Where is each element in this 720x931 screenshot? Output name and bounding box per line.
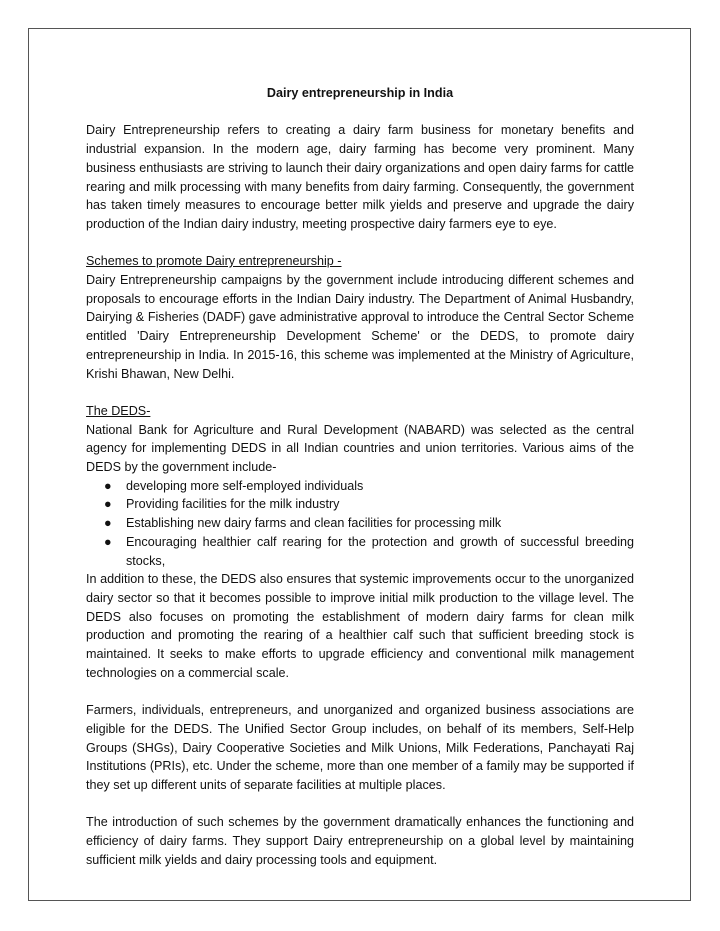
bullet-icon: ● bbox=[104, 534, 112, 549]
eligibility-paragraph: Farmers, individuals, entrepreneurs, and unorganized and organized business associations are eligible for the DEDS. The Unified Sector Group includes, on behalf of its members, Self-Help Groups (SHGs), Dairy Cooperative Societies and Milk Unions, Milk Federations, Panchayati Raj Institutions (PRIs), etc. Under the scheme, more than one member of a family may be supported if they set up different units of separate facilities at multiple places. bbox=[86, 703, 634, 792]
deds-intro-paragraph: National Bank for Agriculture and Rural Development (NABARD) was selected as the central agency for implementing DEDS in all Indian countries and union territories. Various aims of the DEDS by the government include- bbox=[86, 422, 634, 475]
document-title: Dairy entrepreneurship in India bbox=[266, 86, 454, 100]
bullet-icon: ● bbox=[104, 516, 112, 531]
list-item-text: Encouraging healthier calf rearing for the protection and growth of successful breeding stocks, bbox=[126, 534, 634, 568]
list-item-text: Establishing new dairy farms and clean facilities for processing milk bbox=[126, 516, 502, 531]
intro-paragraph: Dairy Entrepreneurship refers to creating a dairy farm business for monetary benefits and industrial expansion. In the modern age, dairy farming has become very prominent. Many business enthusiasts are striving to launch their dairy organizations and open dairy farms for cattle rearing and milk processing with many benefits from dairy farming. Consequently, the government has taken timely measures to encourage better milk yields and preserve and upgrade the dairy production of the Indian dairy industry, meeting prospective dairy farmers eye to eye. bbox=[86, 123, 634, 231]
bullet-icon: ● bbox=[104, 478, 112, 493]
deds-aims-list bbox=[86, 477, 634, 571]
list-item bbox=[86, 477, 634, 496]
schemes-paragraph: Dairy Entrepreneurship campaigns by the government include introducing different schemes and proposals to encourage efforts in the Indian Dairy industry. The Department of Animal Husbandry, Dairying & Fisheries (DADF) gave administrative approval to introduce the Central Sector Scheme entitled 'Dairy Entrepreneurship Development Scheme' or the DEDS, to promote dairy entrepreneurship in India. In 2015-16, this scheme was implemented at the Ministry of Agriculture, Krishi Bhawan, New Delhi. bbox=[86, 273, 634, 381]
paragraph-gap bbox=[86, 383, 634, 402]
document-body bbox=[86, 84, 634, 869]
paragraph-gap bbox=[86, 234, 634, 253]
bullet-icon: ● bbox=[104, 497, 112, 512]
list-item bbox=[86, 514, 634, 533]
list-item-text: developing more self-employed individuals bbox=[126, 478, 364, 493]
paragraph-gap bbox=[86, 795, 634, 814]
list-item bbox=[86, 533, 634, 570]
list-item bbox=[86, 495, 634, 514]
list-item-text: Providing facilities for the milk industry bbox=[126, 497, 340, 512]
conclusion-paragraph: The introduction of such schemes by the government dramatically enhances the functioning and efficiency of dairy farms. They support Dairy entrepreneurship on a global level by maintaining sufficient milk yields and dairy processing tools and equipment. bbox=[86, 815, 634, 867]
deds-heading: The DEDS- bbox=[86, 403, 151, 418]
deds-body-paragraph: In addition to these, the DEDS also ensures that systemic improvements occur to the unorganized dairy sector so that it becomes possible to improve initial milk production to the village level. The DEDS also focuses on promoting the establishment of modern dairy farms for clean milk production and promoting the rearing of a healthier calf such that sufficient breeding stock is maintained. It seeks to make efforts to upgrade efficiency and conventional milk management technologies on a commercial scale. bbox=[86, 572, 634, 680]
paragraph-gap bbox=[86, 682, 634, 701]
schemes-heading: Schemes to promote Dairy entrepreneurship - bbox=[86, 254, 342, 269]
